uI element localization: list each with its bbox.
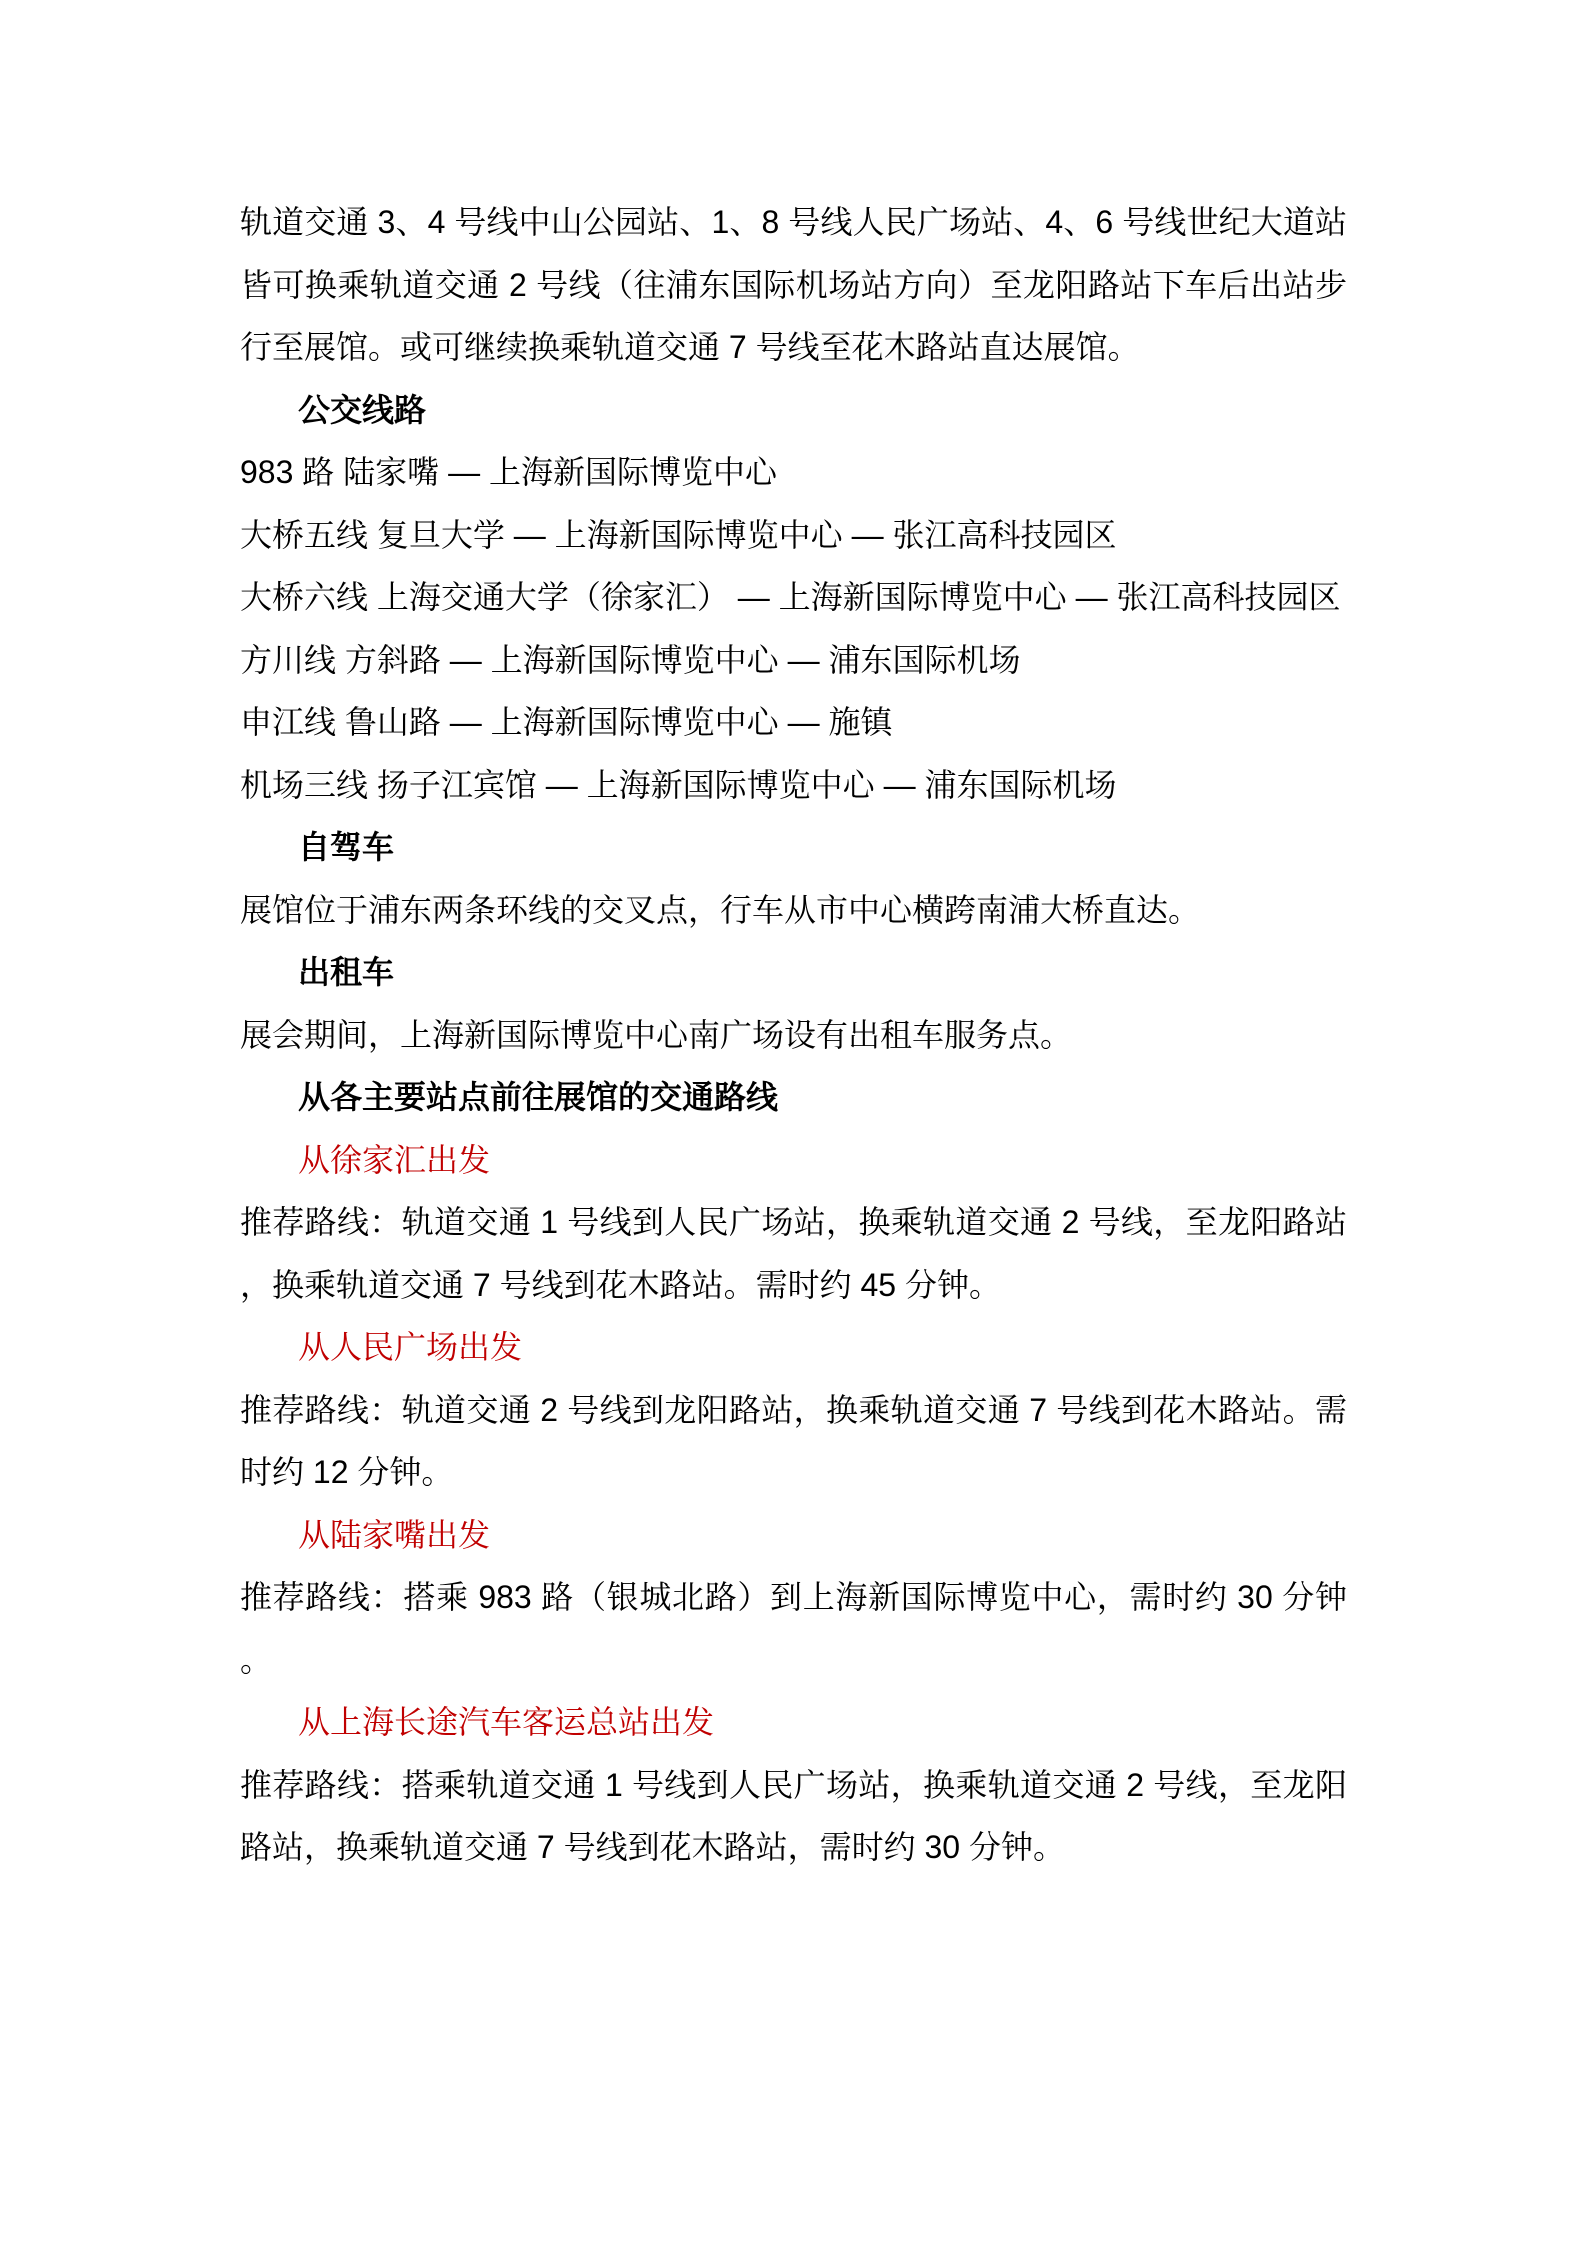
paragraph: 申江线 鲁山路 — 上海新国际博览中心 — 施镇 [240,704,893,740]
paragraph: 展馆位于浦东两条环线的交叉点，行车从市中心横跨南浦大桥直达。 [240,891,1201,928]
section-heading: 从各主要站点前往展馆的交通路线 [298,1079,779,1115]
paragraph: 方川线 方斜路 — 上海新国际博览中心 — 浦东国际机场 [240,641,1021,678]
paragraph: 推荐路线：搭乘轨道交通 1 号线到人民广场站，换乘轨道交通 2 号线，至龙阳路站，换乘轨道交通 7 号线到花木路站，需时约 30 分钟。 [240,1766,1347,1865]
route-heading: 从徐家汇出发 [298,1141,491,1178]
paragraph: 轨道交通 3、4 号线中山公园站、1、8 号线人民广场站、4、6 号线世纪大道站皆可换乘轨道交通 2 号线（往浦东国际机场站方向）至龙阳路站下车后出站步行至展馆。或可继续换乘轨道交通 7 号线至花木路站直达展馆。 [240,204,1347,365]
paragraph: 推荐路线：轨道交通 2 号线到龙阳路站，换乘轨道交通 7 号线到花木路站。需时约 12 分钟。 [240,1391,1347,1490]
paragraph: 推荐路线：轨道交通 1 号线到人民广场站，换乘轨道交通 2 号线，至龙阳路站，换乘轨道交通 7 号线到花木路站。需时约 45 分钟。 [240,1204,1347,1303]
section-heading: 公交线路 [298,391,427,428]
route-heading: 从陆家嘴出发 [298,1516,491,1553]
section-heading: 出租车 [298,954,395,990]
section-heading: 自驾车 [298,829,395,865]
document-content [240,191,1347,1879]
paragraph: 大桥五线 复旦大学 — 上海新国际博览中心 — 张江高科技园区 [240,516,1117,553]
paragraph: 大桥六线 上海交通大学（徐家汇） — 上海新国际博览中心 — 张江高科技园区 [240,579,1341,615]
route-heading: 从上海长途汽车客运总站出发 [298,1704,715,1740]
paragraph: 机场三线 扬子江宾馆 — 上海新国际博览中心 — 浦东国际机场 [240,766,1117,803]
paragraph: 推荐路线：搭乘 983 路（银城北路）到上海新国际博览中心，需时约 30 分钟。 [240,1579,1347,1678]
route-heading: 从人民广场出发 [298,1329,523,1365]
paragraph: 展会期间，上海新国际博览中心南广场设有出租车服务点。 [240,1016,1073,1053]
paragraph: 983 路 陆家嘴 — 上海新国际博览中心 [240,454,777,490]
